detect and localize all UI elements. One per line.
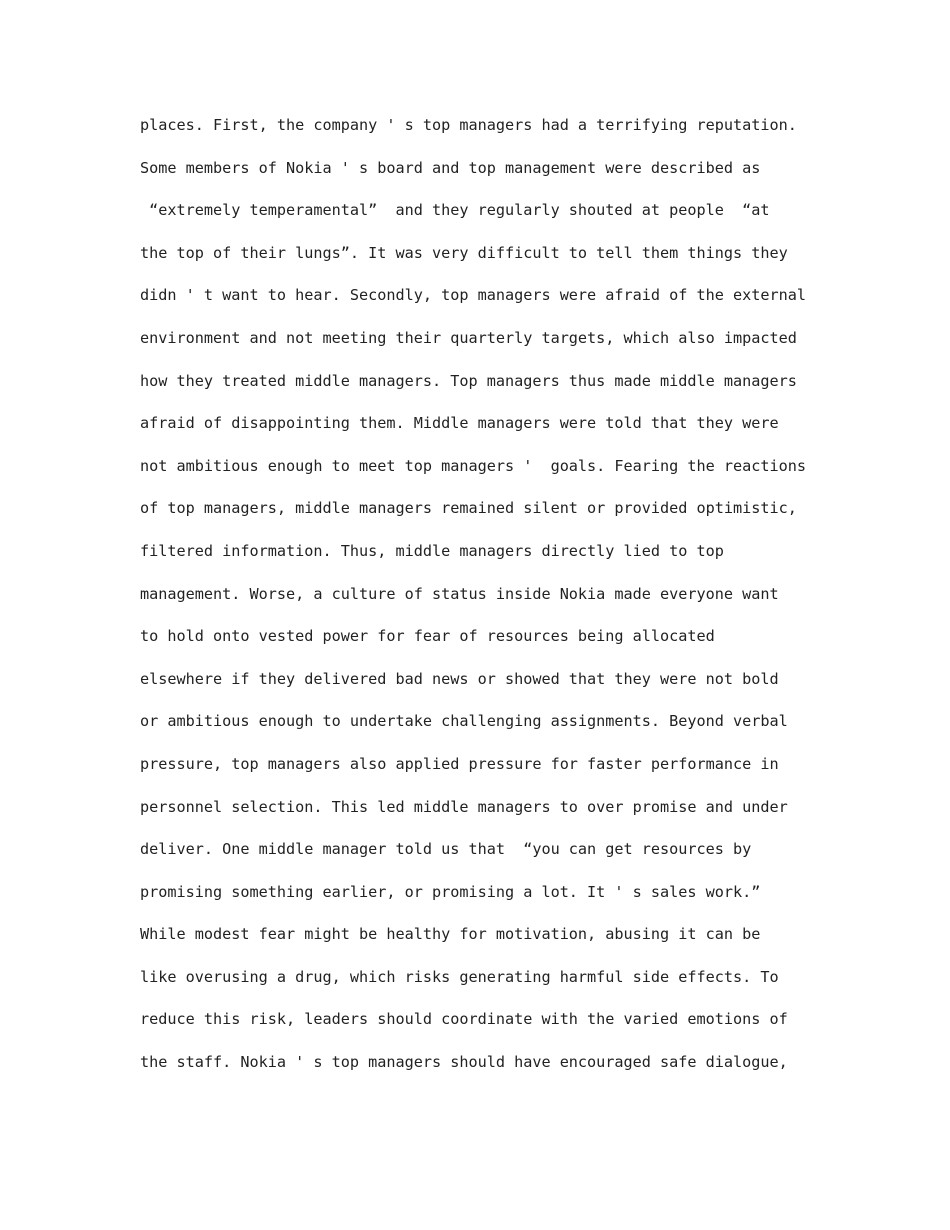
text-line: promising something earlier, or promising a lot. It ' s sales work.” — [140, 882, 761, 901]
text-line: filtered information. Thus, middle managers directly lied to top — [140, 541, 724, 560]
text-line: how they treated middle managers. Top managers thus made middle managers — [140, 371, 797, 390]
text-line: Some members of Nokia ' s board and top management were described as — [140, 158, 761, 177]
body-text — [140, 104, 840, 1084]
text-line: management. Worse, a culture of status inside Nokia made everyone want — [140, 584, 779, 603]
text-line: reduce this risk, leaders should coordinate with the varied emotions of — [140, 1010, 788, 1029]
text-line: deliver. One middle manager told us that “you can get resources by — [140, 840, 752, 859]
text-line: or ambitious enough to undertake challenging assignments. Beyond verbal — [140, 712, 788, 731]
text-line: to hold onto vested power for fear of resources being allocated — [140, 627, 715, 646]
text-line: While modest fear might be healthy for motivation, abusing it can be — [140, 925, 761, 944]
text-line: environment and not meeting their quarterly targets, which also impacted — [140, 328, 797, 347]
text-line: “extremely temperamental” and they regularly shouted at people “at — [140, 201, 770, 220]
text-line: afraid of disappointing them. Middle managers were told that they were — [140, 414, 779, 433]
text-line: elsewhere if they delivered bad news or showed that they were not bold — [140, 669, 779, 688]
text-line: places. First, the company ' s top managers had a terrifying reputation. — [140, 116, 797, 134]
text-line: personnel selection. This led middle managers to over promise and under — [140, 797, 788, 816]
text-line: like overusing a drug, which risks generating harmful side effects. To — [140, 967, 779, 986]
text-line: didn ' t want to hear. Secondly, top managers were afraid of the external — [140, 286, 807, 305]
text-line: pressure, top managers also applied pressure for faster performance in — [140, 754, 779, 773]
text-line: the top of their lungs”. It was very difficult to tell them things they — [140, 243, 788, 262]
text-line: the staff. Nokia ' s top managers should have encouraged safe dialogue, — [140, 1053, 788, 1072]
text-line: not ambitious enough to meet top managers ' goals. Fearing the reactions — [140, 456, 807, 475]
text-line: of top managers, middle managers remained silent or provided optimistic, — [140, 499, 797, 518]
